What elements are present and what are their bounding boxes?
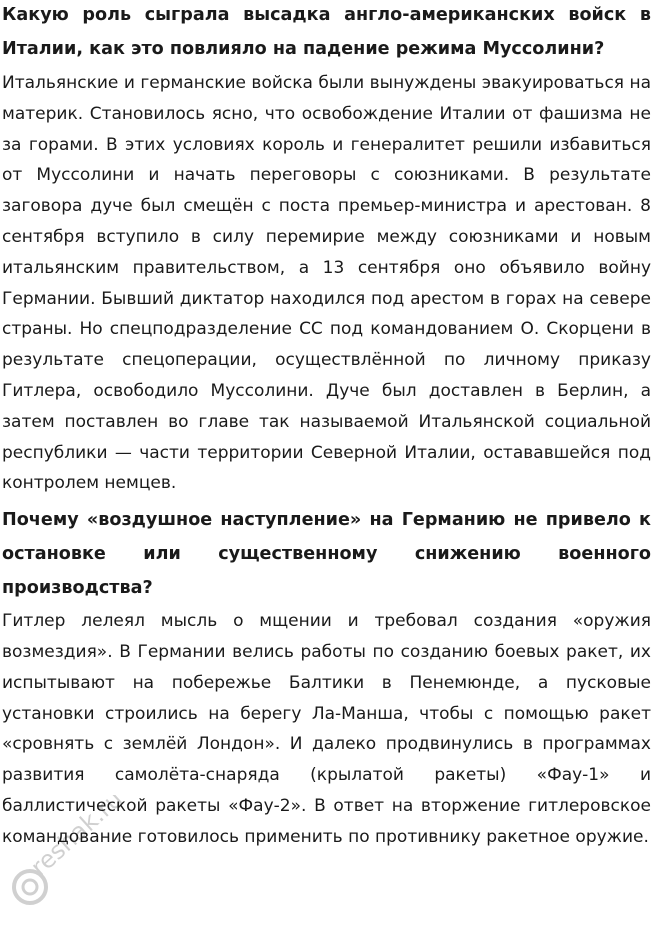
answer-1-paragraph: Итальянские и германские войска были вынуждены эвакуироваться на материк. Становилось ясно, что освобождение Италии от фашизма не за горами. В этих условиях король и генералитет решили избавиться от Муссолини и начать переговоры с союзниками. В результате заговора дуче был смещён с поста премьер-министра и арестован. 8 сентября вступило в силу перемирие между союзниками и новым итальянским правительством, а 13 сентября оно объявило войну Германии. Бывший диктатор находился под арестом в горах на севере страны. Но спецподразделение СС под командованием О. Скорцени в результате спецоперации, осуществлённой по личному приказу Гитлера, освободило Муссолини. Дуче был доставлен в Берлин, а затем поставлен во главе так называемой Итальянской социальной республики — части территории Северной Италии, остававшейся под контролем немцев. — [2, 73, 651, 494]
answer-2-paragraph: Гитлер лелеял мысль о мщении и требовал создания «оружия возмездия». В Германии велись работы по созданию боевых ракет, их испытывают на побережье Балтики в Пенемюнде, а пусковые установки строились на берегу Ла-Манша, чтобы с помощью ракет «сровнять с землёй Лондон». И далеко продвинулись в программах развития самолёта-снаряда (крылатой ракеты) «Фау-1» и баллистической ракеты «Фау-2». В ответ на вторжение гитлеровское командование готовилось применить по противнику ракетное оружие. — [2, 611, 651, 847]
watermark-text: reshak.ru — [25, 795, 129, 882]
question-1-heading: Какую роль сыграла высадка англо-американских войск в Италии, как это повлияло на падение режима Муссолини? — [2, 5, 651, 59]
question-2-heading: Почему «воздушное наступление» на Германию не привело к остановке или существенному снижению военного производства? — [2, 510, 651, 599]
document-page — [2, 0, 651, 853]
